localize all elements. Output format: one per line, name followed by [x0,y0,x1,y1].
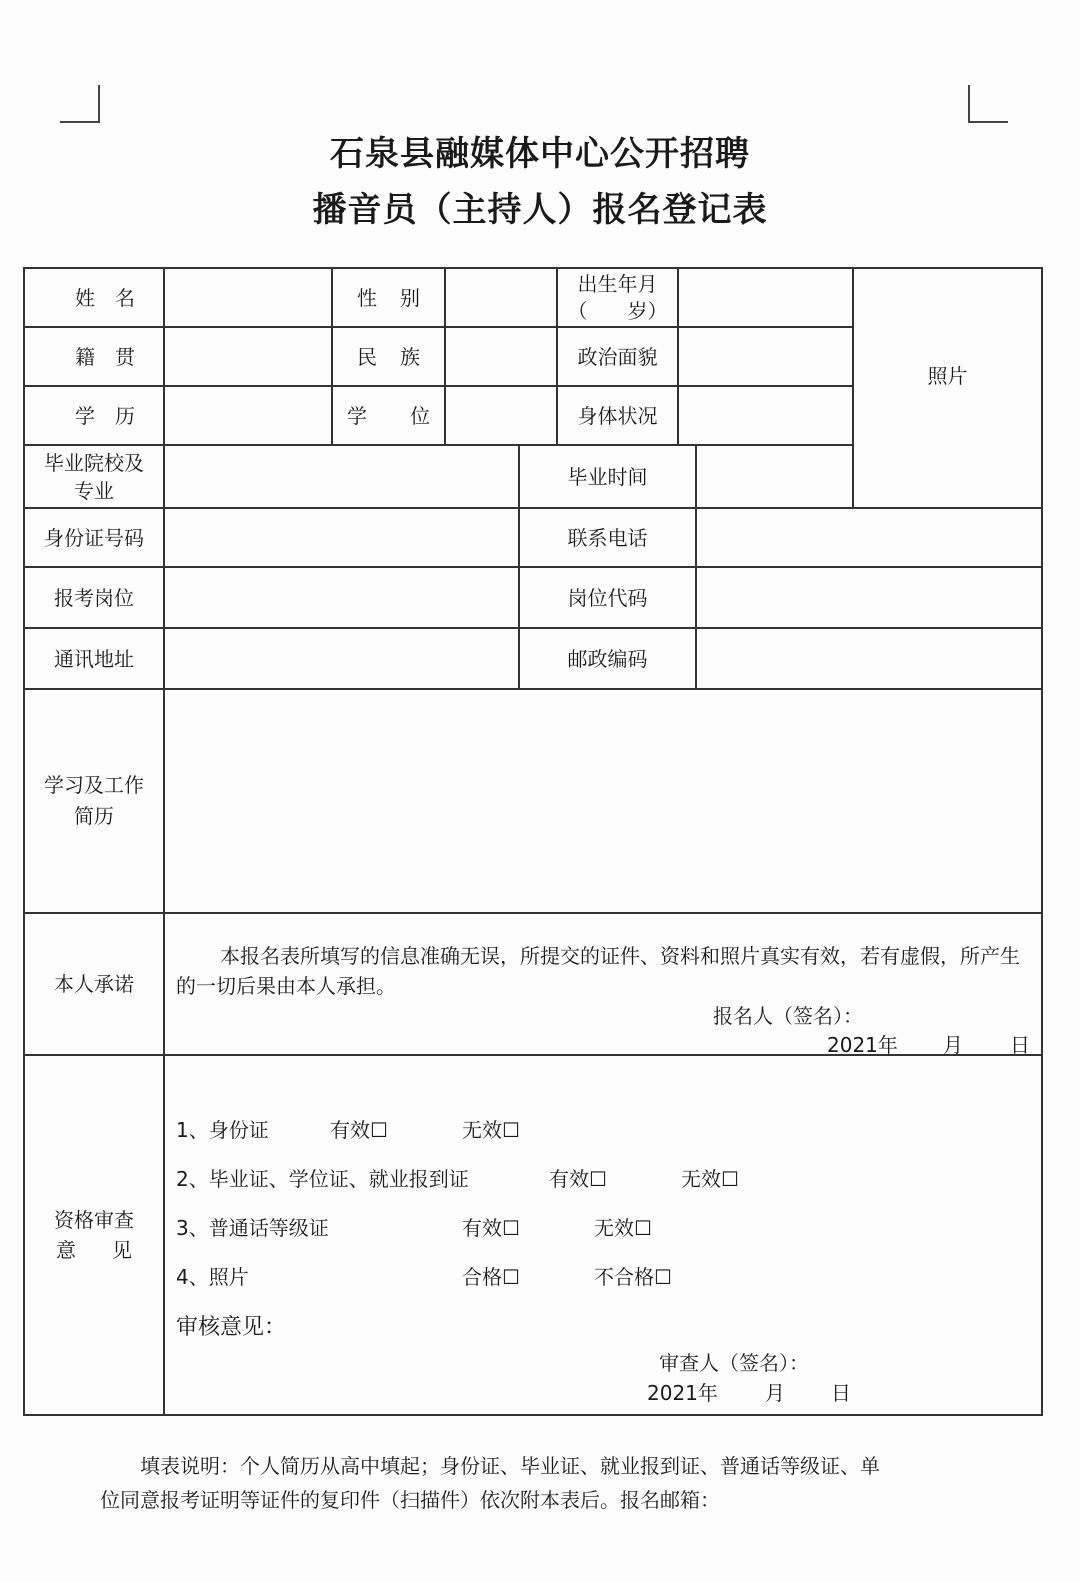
label-char: 姓 [75,285,95,310]
review-item-photo-fail[interactable]: 不合格☐ [594,1265,672,1289]
label-birth [558,269,677,326]
review-item-mandarin: 3、普通话等级证 [176,1216,329,1240]
review-opinion-label: 审核意见： [176,1315,287,1340]
label-review [25,1056,163,1414]
label-position-code: 岗位代码 [567,585,648,610]
label-line: 资格审查 [54,1208,134,1232]
review-item-diploma-invalid[interactable]: 无效☐ [681,1167,739,1191]
pledge-day: 日 [1010,1033,1030,1057]
label-id-number: 身份证号码 [44,525,144,550]
footer-note-line2: 位同意报考证明等证件的复印件（扫描件）依次附本表后。报名邮箱： [100,1488,720,1512]
label-ethnic [333,328,444,385]
photo-box [854,269,1041,507]
column-divider [695,444,697,690]
label-char: 贯 [115,344,135,369]
label-line: 简历 [74,804,114,828]
review-item-diploma-valid[interactable]: 有效☐ [549,1167,607,1191]
label-gender [333,269,444,326]
label-position: 报考岗位 [54,585,134,610]
label-phone: 联系电话 [567,525,648,550]
pledge-signer: 报名人（签名）： [713,1004,863,1028]
label-char: 见 [112,1238,132,1262]
label-line: 学习及工作 [44,773,144,797]
review-signer: 审查人（签名）： [659,1351,809,1375]
label-char: 别 [400,285,420,310]
review-item-photo: 4、照片 [176,1265,249,1289]
label-pledge: 本人承诺 [54,972,134,996]
label-line: 专业 [74,478,114,503]
label-char: 历 [115,403,135,428]
label-photo: 照片 [927,364,968,388]
column-divider [163,267,165,1416]
label-degree [333,387,444,444]
label-education [25,387,163,444]
review-item-mandarin-valid[interactable]: 有效☐ [462,1216,520,1240]
label-line [56,1235,132,1265]
row-divider [23,688,1043,690]
crop-mark-right [968,85,970,123]
footer-note-line1: 填表说明：个人简历从高中填起；身份证、毕业证、就业报到证、普通话等级证、单 [100,1454,880,1478]
review-item-id-valid[interactable]: 有效☐ [330,1118,388,1142]
review-day: 日 [831,1381,851,1405]
label-char: 学 [75,403,95,428]
label-school [25,446,163,507]
label-char: 名 [115,285,135,310]
label-char: 意 [56,1238,76,1262]
page-title: 石泉县融媒体中心公开招聘 [330,134,750,174]
label-char: 性 [357,285,377,310]
label-grad-time: 毕业时间 [567,464,648,489]
page-subtitle: 播音员（主持人）报名登记表 [312,190,768,230]
crop-mark-right [968,121,1008,123]
label-line: （ 岁） [567,298,668,323]
label-char: 民 [357,344,377,369]
label-postcode: 邮政编码 [567,646,648,671]
pledge-month: 月 [943,1033,963,1057]
label-origin [25,328,163,385]
label-line: 毕业院校及 [44,450,144,475]
label-name [25,269,163,326]
label-resume [25,690,163,912]
label-char: 学 [347,403,367,428]
label-char: 籍 [75,344,95,369]
label-address: 通讯地址 [54,646,134,671]
review-item-mandarin-invalid[interactable]: 无效☐ [594,1216,652,1240]
row-divider [23,912,1043,914]
label-char: 族 [400,344,420,369]
crop-mark-left [98,85,100,123]
review-item-diploma: 2、毕业证、学位证、就业报到证 [176,1167,469,1191]
review-item-id-invalid[interactable]: 无效☐ [462,1118,520,1142]
label-line: 出生年月 [577,271,658,296]
column-divider [677,267,679,446]
label-political: 政治面貌 [577,344,658,369]
column-divider [444,267,446,446]
review-year: 2021年 [647,1381,718,1405]
pledge-text: 本报名表所填写的信息准确无误，所提交的证件、资料和照片真实有效，若有虚假，所产生的一切后果由本人承担。 [176,944,1020,998]
pledge-year: 2021年 [827,1033,898,1057]
label-health: 身体状况 [577,403,658,428]
review-item-photo-pass[interactable]: 合格☐ [462,1265,520,1289]
crop-mark-left [60,121,100,123]
review-item-id: 1、身份证 [176,1118,269,1142]
review-month: 月 [765,1381,785,1405]
label-char: 位 [410,403,430,428]
